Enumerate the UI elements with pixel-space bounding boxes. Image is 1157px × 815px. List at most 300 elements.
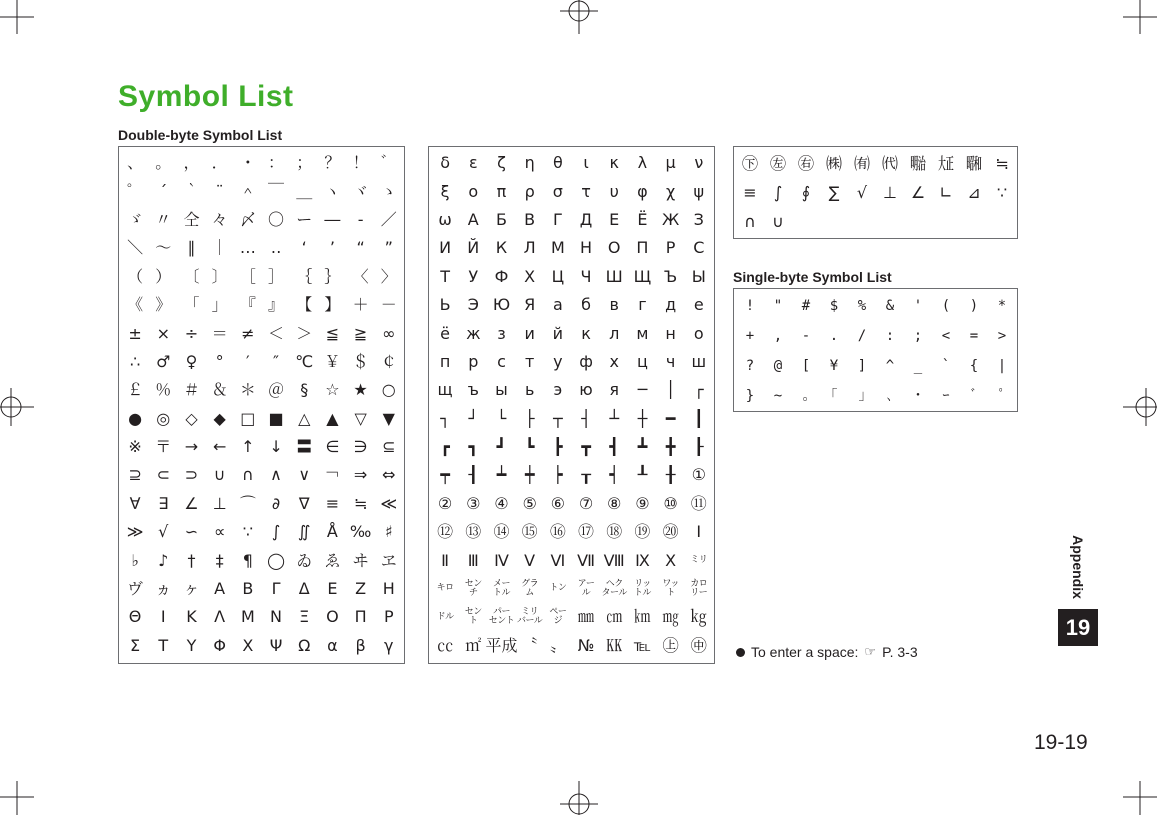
symbol-cell: ＋ (352, 295, 369, 315)
symbol-cell: _ (913, 358, 923, 374)
symbol-cell: ＿ (296, 181, 313, 201)
symbol-cell: 『 (239, 295, 256, 315)
symbol-cell: У (468, 266, 479, 286)
symbol-cell: а (552, 295, 563, 315)
symbol-cell: # (801, 298, 811, 314)
symbol-cell: М (550, 238, 565, 258)
symbol-cell: トン (549, 583, 567, 594)
symbol-cell: н (665, 323, 676, 343)
symbol-cell: № (577, 635, 595, 655)
symbol-cell: ⊂ (156, 465, 170, 485)
symbol-cell: ≡ (325, 493, 340, 513)
symbol-cell: П (636, 238, 649, 258)
symbol-cell: ） (155, 266, 172, 286)
symbol-cell: Β (242, 579, 254, 599)
symbol-cell: ц (636, 351, 648, 371)
symbol-cell: ┝ (553, 465, 563, 485)
symbol-cell: } (745, 388, 755, 404)
symbol-cell: κ (609, 153, 619, 173)
symbol-cell: Ⅶ (577, 550, 595, 570)
symbol-cell: ゑ (324, 550, 341, 570)
symbol-cell: λ (637, 153, 648, 173)
symbol-cell: ； (296, 153, 313, 173)
symbol-cell: ＆ (211, 380, 228, 400)
symbol-cell: Ц (551, 266, 565, 286)
symbol-cell: ∽ (184, 522, 199, 542)
symbol-cell: － (380, 295, 397, 315)
symbol-cell: 〝 (521, 635, 538, 655)
symbol-cell: ∬ (297, 522, 311, 542)
symbol-cell: 仝 (183, 209, 200, 229)
symbol-cell: ξ (440, 181, 450, 201)
symbol-cell: " (773, 298, 783, 314)
symbol-cell: и (524, 323, 535, 343)
symbol-cell: е (693, 295, 704, 315)
symbol-cell: ＜ (268, 323, 285, 343)
symbol-cell: ! (745, 298, 755, 314)
symbol-cell: К (495, 238, 508, 258)
symbol-cell: ▲ (326, 408, 339, 428)
note-text: To enter a space: (751, 644, 859, 660)
symbol-cell: л (609, 323, 620, 343)
symbol-cell: ю (579, 380, 593, 400)
symbol-cell: 々 (211, 209, 228, 229)
symbol-cell: ≒ (995, 153, 1009, 173)
symbol-cell: Ё (637, 209, 648, 229)
symbol-cell: ≫ (126, 522, 144, 542)
symbol-cell: χ (665, 181, 676, 201)
symbol-cell: , (773, 328, 783, 344)
double-byte-panel-1 (118, 146, 405, 664)
symbol-cell: ﾟ (998, 388, 1006, 404)
symbol-cell: 」 (211, 295, 228, 315)
symbol-cell: ┤ (581, 408, 591, 428)
symbol-cell: Ο (326, 607, 339, 627)
symbol-cell: щ (437, 380, 453, 400)
symbol-cell: ゞ (127, 209, 144, 229)
symbol-cell: м (636, 323, 649, 343)
symbol-cell: ┗ (524, 437, 535, 457)
symbol-cell: ％ (155, 380, 172, 400)
symbol-cell: ∵ (996, 182, 1008, 202)
symbol-cell: ☆ (325, 380, 340, 400)
symbol-cell: Ν (270, 607, 283, 627)
symbol-cell: キロ (436, 583, 454, 594)
symbol-cell: ┷ (496, 465, 507, 485)
symbol-cell: ○ (381, 380, 396, 400)
symbol-cell: ο (468, 181, 479, 201)
symbol-cell: ≦ (325, 323, 340, 343)
symbol-cell: ╋ (665, 437, 676, 457)
symbol-cell: ← (212, 437, 227, 457)
symbol-cell: Ψ (269, 635, 283, 655)
symbol-cell: А (467, 209, 479, 229)
symbol-cell: ┓ (468, 437, 479, 457)
symbol-cell: ∂ (271, 493, 281, 513)
symbol-cell: ω (438, 209, 452, 229)
symbol-cell: : (885, 328, 895, 344)
symbol-cell: Ε (327, 579, 338, 599)
symbol-cell: ㊥ (690, 635, 707, 655)
symbol-cell: ゛ (380, 153, 397, 173)
symbol-cell: ч (665, 351, 676, 371)
symbol-cell: ∠ (184, 493, 199, 513)
symbol-cell: ゜ (127, 181, 144, 201)
symbol-cell: ≒ (353, 493, 368, 513)
symbol-cell: ┿ (524, 465, 535, 485)
symbol-cell: ● (128, 408, 143, 428)
symbol-cell: Ω (298, 635, 311, 655)
symbol-cell: ψ (693, 181, 705, 201)
symbol-cell: ドル (436, 611, 454, 622)
symbol-cell: ~ (773, 388, 783, 404)
symbol-cell: │ (665, 380, 676, 400)
symbol-cell: ･ (914, 388, 922, 404)
symbol-cell: ы (495, 380, 508, 400)
symbol-cell: ┫ (609, 437, 620, 457)
symbol-cell: ｛ (296, 266, 313, 286)
symbol-cell: ∃ (158, 493, 169, 513)
symbol-cell: ι (583, 153, 589, 173)
symbol-cell: ⑤ (522, 493, 537, 513)
single-byte-heading: Single-byte Symbol List (733, 269, 892, 285)
symbol-cell: ^ (885, 358, 895, 374)
symbol-cell: ∵ (242, 522, 253, 542)
symbol-cell: ㎝ (606, 607, 623, 627)
symbol-cell: Ι (160, 607, 166, 627)
symbol-cell: ⑫ (437, 522, 454, 542)
symbol-cell: ♀ (185, 351, 198, 371)
symbol-cell: ③ (466, 493, 481, 513)
symbol-cell: Λ (214, 607, 226, 627)
symbol-cell: ≪ (380, 493, 398, 513)
symbol-cell: ・ (239, 153, 256, 173)
symbol-cell: 〔 (183, 266, 200, 286)
symbol-cell: Ⅴ (524, 550, 536, 570)
symbol-cell: ㈱ (825, 153, 842, 173)
symbol-cell: Й (467, 238, 480, 258)
symbol-cell: ◇ (185, 408, 198, 428)
symbol-cell: Ⅰ (696, 522, 702, 542)
symbol-cell: Е (609, 209, 620, 229)
symbol-cell: ┸ (637, 465, 648, 485)
symbol-cell: ] (857, 358, 867, 374)
symbol-cell: б (581, 295, 591, 315)
symbol-cell: Ж (661, 209, 680, 229)
symbol-cell: δ (440, 153, 450, 173)
symbol-cell: ∴ (130, 351, 141, 371)
symbol-cell: τ (581, 181, 591, 201)
symbol-cell: @ (773, 358, 783, 374)
tab-number: 19 (1058, 609, 1098, 646)
symbol-cell: я (609, 380, 620, 400)
symbol-cell: 〈 (352, 266, 369, 286)
symbol-cell: β (355, 635, 366, 655)
symbol-cell: в (609, 295, 619, 315)
symbol-cell: < (941, 328, 951, 344)
symbol-cell: ζ (497, 153, 506, 173)
symbol-cell: ㏄ (437, 635, 454, 655)
symbol-cell: й (552, 323, 564, 343)
finger-pointing-icon[interactable]: ☞ (864, 644, 877, 659)
symbol-cell: ↑ (241, 437, 255, 457)
symbol-cell: ↓ (269, 437, 283, 457)
symbol-cell: Э (467, 295, 479, 315)
symbol-cell: ㈹ (881, 153, 898, 173)
symbol-cell: ⊥ (212, 493, 227, 513)
symbol-cell: з (497, 323, 506, 343)
single-byte-panel (733, 288, 1018, 412)
symbol-cell: Υ (186, 635, 197, 655)
symbol-cell: ; (913, 328, 923, 344)
symbol-cell: ゐ (296, 550, 313, 570)
symbol-grid-1 (121, 149, 403, 660)
symbol-cell: Ξ (299, 607, 310, 627)
symbol-cell: ㍽ (937, 153, 954, 173)
symbol-cell: Κ (186, 607, 197, 627)
symbol-cell: р (468, 351, 479, 371)
symbol-cell: г (638, 295, 647, 315)
symbol-cell: Т (440, 266, 450, 286)
symbol-cell: ┨ (468, 465, 479, 485)
symbol-cell: ъ (467, 380, 479, 400)
symbol-cell: 【 (296, 295, 313, 315)
symbol-cell: △ (298, 408, 311, 428)
symbol-cell: Ρ (383, 607, 394, 627)
symbol-cell: 、 (127, 153, 144, 173)
symbol-cell: к (581, 323, 591, 343)
symbol-cell: ㈲ (853, 153, 870, 173)
symbol-cell: ┰ (581, 465, 591, 485)
symbol-cell: ｜ (211, 238, 228, 258)
symbol-cell: μ (665, 153, 676, 173)
symbol-cell: ⊇ (128, 465, 142, 485)
symbol-cell: В (524, 209, 536, 229)
symbol-grid-single-byte (736, 291, 1016, 411)
symbol-cell: у (553, 351, 563, 371)
symbol-cell: ь (524, 380, 535, 400)
symbol-cell: ‥ (270, 238, 282, 258)
symbol-cell: ⑩ (663, 493, 678, 513)
symbol-cell: ∫ (773, 182, 783, 202)
symbol-cell: ' (913, 298, 923, 314)
symbol-cell: “ (356, 238, 365, 258)
symbol-cell: ━ (665, 408, 676, 428)
symbol-cell: ］ (268, 266, 285, 286)
symbol-cell: ┴ (609, 408, 620, 428)
symbol-cell: | (997, 358, 1007, 374)
note-reference[interactable]: P. 3-3 (882, 644, 918, 660)
symbol-cell: ◎ (156, 408, 171, 428)
symbol-cell: д (665, 295, 677, 315)
symbol-cell: Τ (158, 635, 169, 655)
symbol-cell: ` (941, 358, 951, 374)
symbol-cell: Μ (240, 607, 255, 627)
symbol-cell: > (997, 328, 1007, 344)
symbol-cell: ￠ (380, 351, 397, 371)
space-note (736, 644, 918, 660)
symbol-cell: ╂ (665, 465, 676, 485)
symbol-cell: э (553, 380, 563, 400)
symbol-cell: ∪ (772, 211, 784, 231)
symbol-cell: ┏ (440, 437, 450, 457)
symbol-cell: ┻ (637, 437, 648, 457)
symbol-cell: ？ (324, 153, 341, 173)
symbol-cell: ､ (886, 388, 894, 404)
symbol-cell: ヰ (352, 550, 369, 570)
symbol-cell: ヵ (155, 579, 172, 599)
symbol-cell: 〓 (296, 437, 313, 457)
symbol-cell: Γ (271, 579, 281, 599)
bullet-icon (736, 648, 745, 657)
symbol-cell: ’ (329, 238, 335, 258)
symbol-cell: ／ (380, 209, 397, 229)
symbol-cell: 〕 (211, 266, 228, 286)
symbol-cell: 》 (155, 295, 172, 315)
symbol-cell: 〟 (549, 635, 566, 655)
symbol-cell: ″ (273, 351, 280, 371)
symbol-cell: ≧ (353, 323, 368, 343)
symbol-cell: ℃ (295, 351, 314, 371)
symbol-cell: ∞ (382, 323, 396, 343)
symbol-cell: ν (694, 153, 704, 173)
symbol-cell: 「 (183, 295, 200, 315)
symbol-cell: ① (691, 465, 706, 485)
symbol-cell: 。 (155, 153, 172, 173)
symbol-cell: Б (495, 209, 507, 229)
symbol-cell: 〒 (155, 437, 172, 457)
symbol-cell: Ⅷ (603, 550, 625, 570)
symbol-cell: ∨ (298, 465, 311, 485)
symbol-cell: З (693, 209, 704, 229)
symbol-cell: アー ル (577, 578, 595, 599)
symbol-cell: ！ (352, 153, 369, 173)
symbol-cell: ． (211, 153, 228, 173)
symbol-cell: ヱ (380, 550, 397, 570)
symbol-cell: ￢ (324, 465, 341, 485)
symbol-cell: ┼ (637, 408, 648, 428)
symbol-cell: 〃 (155, 209, 172, 229)
symbol-cell: σ (552, 181, 563, 201)
symbol-cell: ♂ (156, 351, 171, 371)
symbol-cell: . (829, 328, 839, 344)
symbol-cell: о (693, 323, 704, 343)
symbol-cell: Ъ (663, 266, 678, 286)
symbol-cell: ─ (637, 380, 648, 400)
symbol-cell: ― (324, 209, 341, 229)
page-number: 19-19 (1034, 731, 1088, 754)
symbol-cell: ㍼ (965, 153, 982, 173)
symbol-cell: ＃ (183, 380, 200, 400)
symbol-cell: ～ (155, 238, 172, 258)
symbol-cell: ♯ (384, 522, 393, 542)
symbol-cell: ┣ (553, 437, 563, 457)
symbol-cell: ⑪ (690, 493, 707, 513)
symbol-cell: ∟ (939, 182, 953, 202)
symbol-cell: 平成 (485, 635, 518, 655)
symbol-cell: ∇ (298, 493, 310, 513)
symbol-cell: □ (240, 408, 256, 428)
symbol-cell: ｝ (324, 266, 341, 286)
symbol-cell: ヴ (127, 579, 144, 599)
symbol-cell: γ (384, 635, 394, 655)
symbol-cell: ， (183, 153, 200, 173)
symbol-cell: ヘク タール (601, 578, 627, 599)
symbol-cell: ヽ (324, 181, 341, 201)
symbol-cell: 〇 (268, 209, 285, 229)
symbol-cell: ② (437, 493, 453, 513)
symbol-cell: Ⅵ (550, 550, 566, 570)
symbol-cell: ⇒ (353, 465, 368, 485)
symbol-cell: ε (468, 153, 478, 173)
symbol-cell: ” (384, 238, 393, 258)
symbol-cell: ¨ (215, 181, 224, 201)
symbol-cell: ∈ (325, 437, 340, 457)
symbol-cell: ⑱ (606, 522, 623, 542)
symbol-cell: ＾ (239, 181, 256, 201)
symbol-cell: Φ (213, 635, 226, 655)
symbol-cell: Å (326, 522, 338, 542)
symbol-cell: （ (127, 266, 144, 286)
symbol-cell: Σ (130, 635, 141, 655)
symbol-cell: α (327, 635, 338, 655)
symbol-cell: - (801, 328, 811, 344)
symbol-cell: ［ (239, 266, 256, 286)
symbol-cell: Ф (494, 266, 509, 286)
symbol-grid-2 (431, 149, 713, 660)
symbol-cell: ) (969, 298, 979, 314)
symbol-cell: √ (158, 522, 169, 542)
symbol-cell: ⑯ (549, 522, 566, 542)
symbol-cell: с (497, 351, 506, 371)
symbol-cell: ▼ (382, 408, 395, 428)
symbol-cell: х (609, 351, 619, 371)
symbol-cell: ≡ (743, 182, 757, 202)
symbol-cell: ⑰ (578, 522, 595, 542)
symbol-cell: ＼ (127, 238, 144, 258)
symbol-cell: Ⅹ (665, 550, 677, 570)
symbol-cell: ㏍ (606, 635, 623, 655)
symbol-cell: φ (637, 181, 648, 201)
symbol-cell: ＄ (352, 351, 369, 371)
symbol-cell: ∝ (213, 522, 226, 542)
symbol-cell: + (745, 328, 755, 344)
symbol-cell: ′ (246, 351, 250, 371)
symbol-cell: Ю (492, 295, 511, 315)
symbol-cell: Α (214, 579, 226, 599)
symbol-cell: ▽ (354, 408, 367, 428)
symbol-cell: ¶ (242, 550, 253, 570)
symbol-cell: Г (552, 209, 563, 229)
symbol-cell: → (184, 437, 199, 457)
symbol-cell: ￥ (324, 351, 341, 371)
symbol-cell: Ⅳ (494, 550, 509, 570)
symbol-cell: % (857, 298, 867, 314)
symbol-cell: ┯ (440, 465, 450, 485)
symbol-cell: ⇔ (382, 465, 396, 485)
symbol-cell: Ⅱ (441, 550, 450, 570)
symbol-cell: ㍾ (909, 153, 926, 173)
symbol-cell: ー (296, 209, 313, 229)
symbol-cell: 〆 (239, 209, 256, 229)
symbol-cell: ⑭ (493, 522, 510, 542)
symbol-cell: ‘ (301, 238, 307, 258)
symbol-cell: ｣ (858, 388, 866, 404)
symbol-cell: ペー ジ (549, 607, 567, 627)
symbol-cell: 】 (324, 295, 341, 315)
symbol-cell: ⊆ (382, 437, 396, 457)
symbol-cell: ⑲ (634, 522, 651, 542)
